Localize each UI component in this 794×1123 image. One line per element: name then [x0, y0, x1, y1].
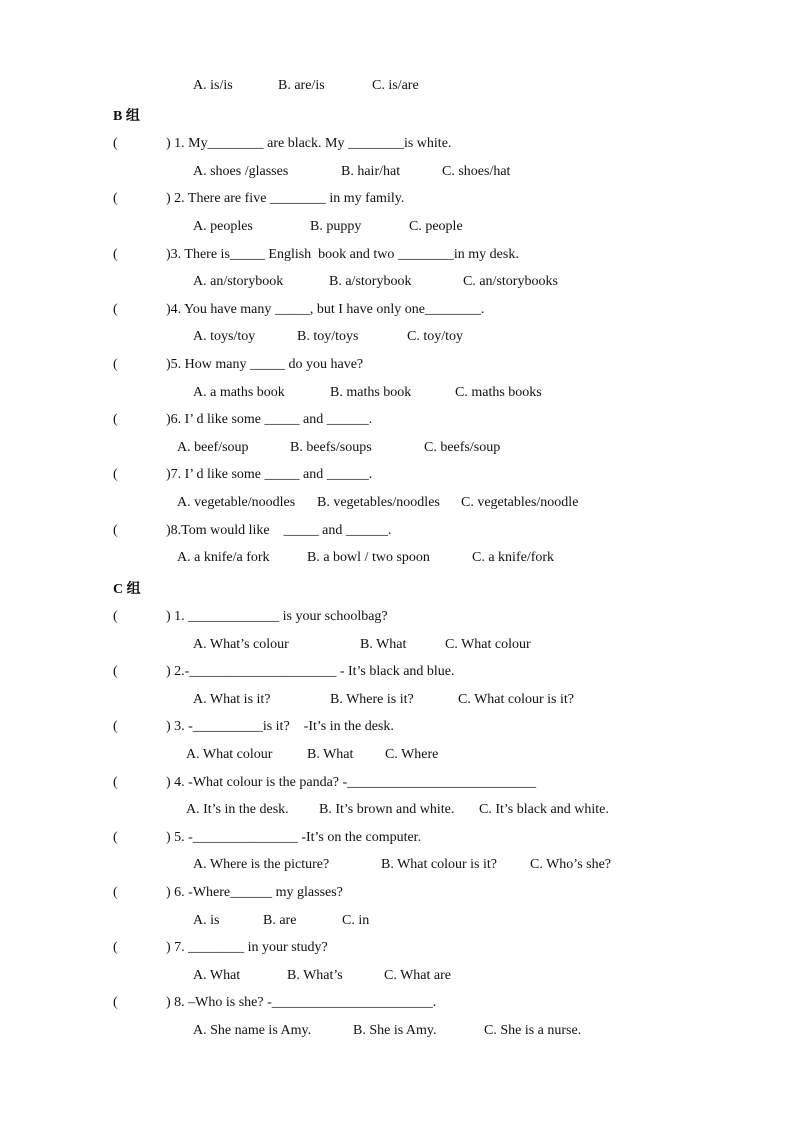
group-c-heading: C 组: [113, 582, 141, 597]
answer-paren: (: [113, 191, 118, 206]
option-b: B. are: [263, 913, 297, 928]
option-b: B. It’s brown and white.: [319, 802, 455, 817]
option-c: C. an/storybooks: [463, 274, 558, 289]
question-text: ) 5. -_______________ -It’s on the computer.: [166, 830, 422, 845]
option-b: B. She is Amy.: [353, 1023, 437, 1038]
question-text: )3. There is_____ English book and two ________in my desk.: [166, 247, 519, 262]
option-c: C. What are: [384, 968, 451, 983]
option-a: A. What colour: [186, 747, 273, 762]
option-a: A. Where is the picture?: [193, 857, 330, 872]
answer-paren: (: [113, 940, 118, 955]
option-a: A. What’s colour: [193, 637, 289, 652]
question-text: ) 7. ________ in your study?: [166, 940, 328, 955]
question-text: )7. I’ d like some _____ and ______.: [166, 467, 373, 482]
group-b-heading: B 组: [113, 109, 140, 124]
option-b: B. What colour is it?: [381, 857, 497, 872]
question-text: )5. How many _____ do you have?: [166, 357, 364, 372]
option-a: A. shoes /glasses: [193, 164, 289, 179]
option-b: B. puppy: [310, 219, 362, 234]
option-b: B. hair/hat: [341, 164, 401, 179]
option-c: C. maths books: [455, 385, 542, 400]
answer-paren: (: [113, 609, 118, 624]
option-a: A. She name is Amy.: [193, 1023, 312, 1038]
option-a: A. peoples: [193, 219, 253, 234]
option-c: C. in: [342, 913, 370, 928]
option-c: C. people: [409, 219, 463, 234]
option-b: B. toy/toys: [297, 329, 359, 344]
question-text: )4. You have many _____, but I have only one________.: [166, 302, 485, 317]
option-c: C. vegetables/noodle: [461, 495, 579, 510]
question-text: )6. I’ d like some _____ and ______.: [166, 412, 373, 427]
question-text: ) 8. –Who is she? -_______________________.: [166, 995, 437, 1010]
option-a: A. What: [193, 968, 241, 983]
question-text: ) 1. My________ are black. My ________is white.: [166, 136, 452, 151]
option-a: A. toys/toy: [193, 329, 256, 344]
question-text: ) 3. -__________is it? -It’s in the desk.: [166, 719, 394, 734]
answer-paren: (: [113, 302, 118, 317]
option-b: B. a bowl / two spoon: [307, 550, 430, 565]
option-c: C. What colour is it?: [458, 692, 574, 707]
question-text: ) 2.-_____________________ - It’s black and blue.: [166, 664, 455, 679]
option-b: B. maths book: [330, 385, 412, 400]
answer-paren: (: [113, 467, 118, 482]
option-c: C. a knife/fork: [472, 550, 555, 565]
answer-paren: (: [113, 775, 118, 790]
option-a: A. a maths book: [193, 385, 285, 400]
question-text: ) 4. -What colour is the panda? -___________________________: [166, 775, 537, 790]
answer-paren: (: [113, 357, 118, 372]
answer-paren: (: [113, 885, 118, 900]
answer-paren: (: [113, 136, 118, 151]
option-a: A. It’s in the desk.: [186, 802, 289, 817]
option-c: C. Where: [385, 747, 439, 762]
top-option-c: C. is/are: [372, 78, 419, 93]
question-text: )8.Tom would like _____ and ______.: [166, 523, 392, 538]
option-c: C. What colour: [445, 637, 531, 652]
top-option-b: B. are/is: [278, 78, 325, 93]
option-a: A. beef/soup: [177, 440, 249, 455]
option-b: B. Where is it?: [330, 692, 414, 707]
answer-paren: (: [113, 995, 118, 1010]
option-c: C. Who’s she?: [530, 857, 612, 872]
option-c: C. She is a nurse.: [484, 1023, 582, 1038]
answer-paren: (: [113, 830, 118, 845]
option-b: B. beefs/soups: [290, 440, 372, 455]
option-a: A. an/storybook: [193, 274, 284, 289]
answer-paren: (: [113, 247, 118, 262]
option-a: A. a knife/a fork: [177, 550, 270, 565]
option-a: A. What is it?: [193, 692, 271, 707]
option-a: A. is: [193, 913, 220, 928]
option-b: B. What’s: [287, 968, 343, 983]
option-c: C. toy/toy: [407, 329, 464, 344]
question-text: ) 2. There are five ________ in my family.: [166, 191, 405, 206]
option-b: B. What: [360, 637, 407, 652]
option-c: C. It’s black and white.: [479, 802, 609, 817]
option-a: A. vegetable/noodles: [177, 495, 296, 510]
option-c: C. beefs/soup: [424, 440, 501, 455]
answer-paren: (: [113, 664, 118, 679]
answer-paren: (: [113, 719, 118, 734]
answer-paren: (: [113, 523, 118, 538]
answer-paren: (: [113, 412, 118, 427]
question-text: ) 6. -Where______ my glasses?: [166, 885, 343, 900]
option-b: B. vegetables/noodles: [317, 495, 440, 510]
option-b: B. a/storybook: [329, 274, 412, 289]
option-c: C. shoes/hat: [442, 164, 511, 179]
option-b: B. What: [307, 747, 354, 762]
top-option-a: A. is/is: [193, 78, 233, 93]
question-text: ) 1. _____________ is your schoolbag?: [166, 609, 388, 624]
